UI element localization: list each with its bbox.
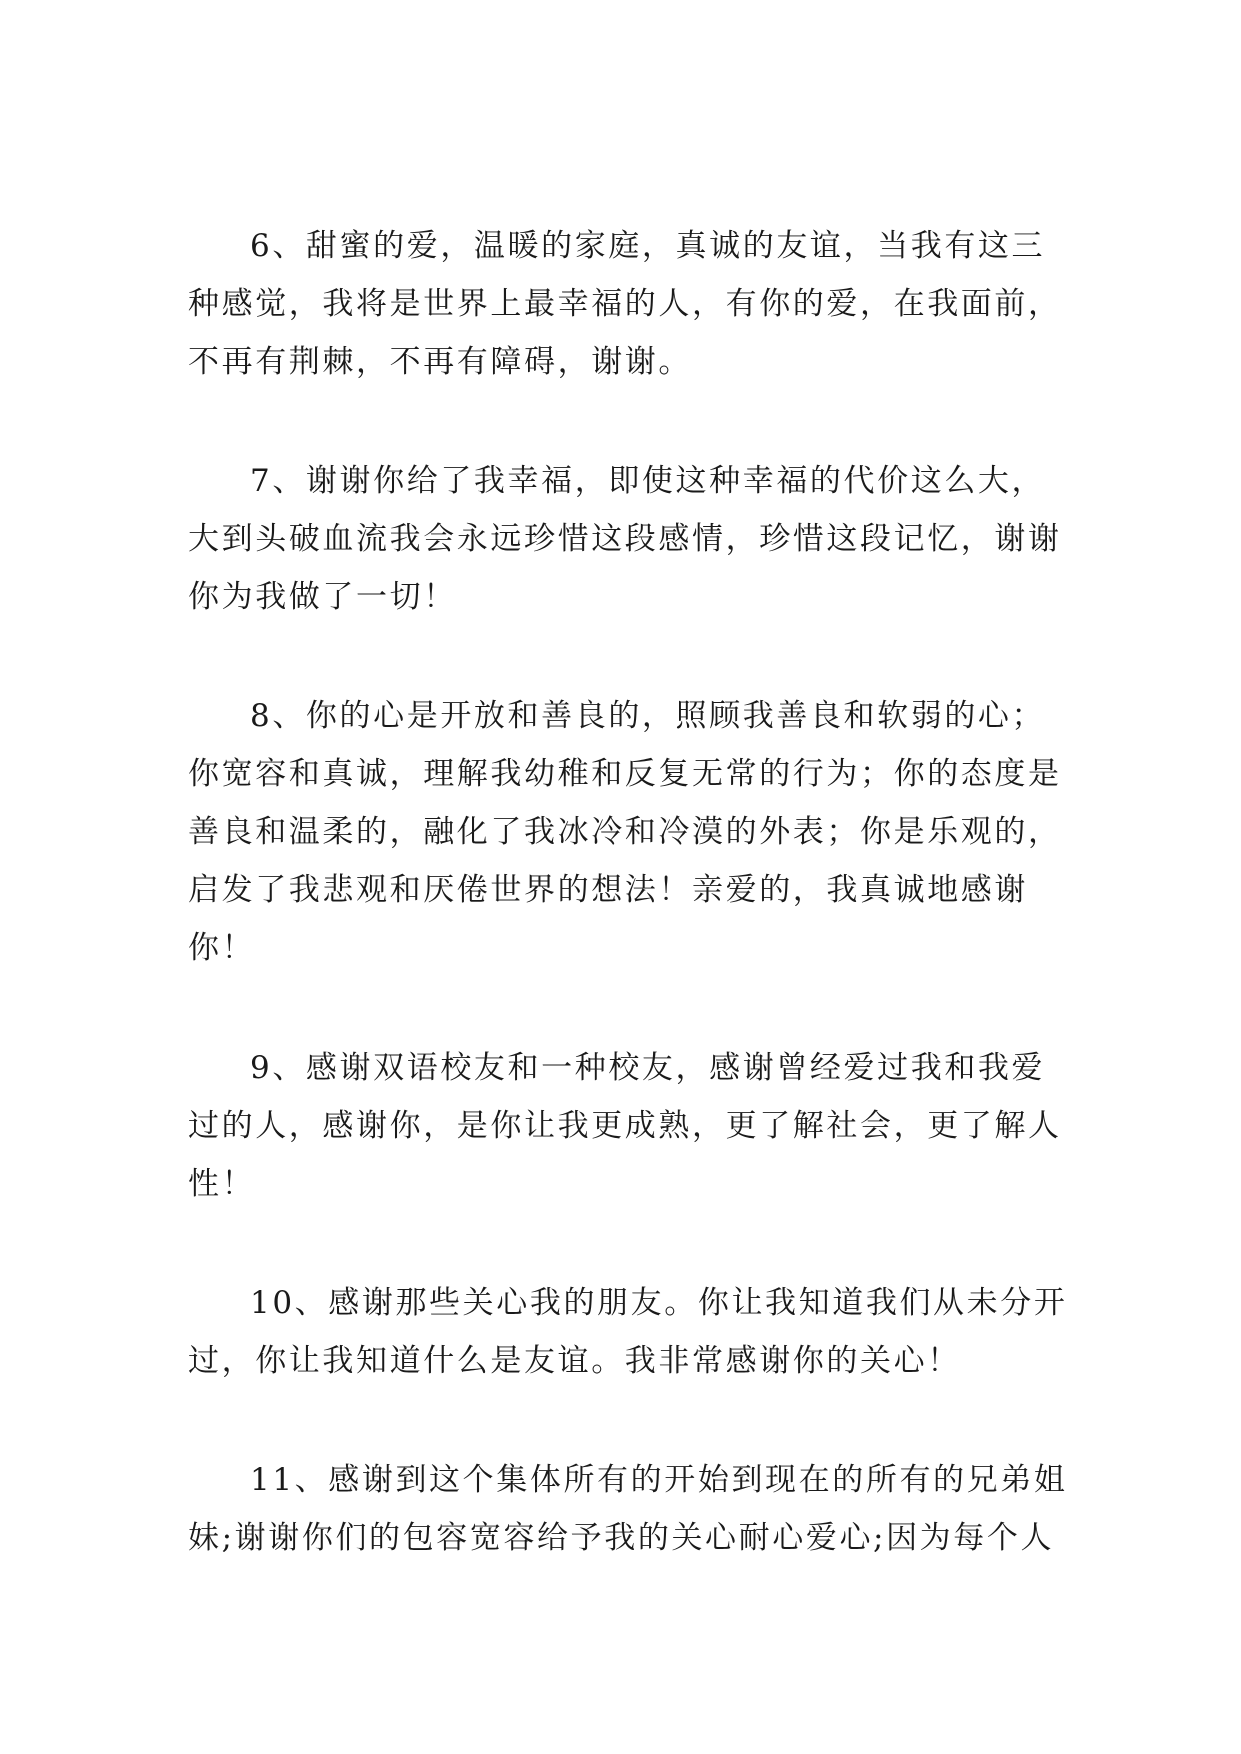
paragraph-6 [188, 217, 1068, 391]
paragraph-line: 启发了我悲观和厌倦世界的想法！亲爱的，我真诚地感谢 [188, 872, 1028, 908]
paragraph-line: 大到头破血流我会永远珍惜这段感情，珍惜这段记忆，谢谢 [188, 521, 1062, 557]
paragraph-line: 11、感谢到这个集体所有的开始到现在的所有的兄弟姐 [250, 1462, 1068, 1498]
paragraph-line: 你宽容和真诚，理解我幼稚和反复无常的行为；你的态度是 [188, 756, 1062, 792]
paragraph-line: 不再有荆棘，不再有障碍，谢谢。 [188, 344, 692, 380]
paragraph-line: 你为我做了一切！ [188, 579, 457, 615]
paragraph-line: 过，你让我知道什么是友谊。我非常感谢你的关心！ [188, 1343, 961, 1379]
paragraph-7 [188, 452, 1068, 626]
paragraph-10 [188, 1274, 1068, 1390]
paragraph-line: 6、甜蜜的爱，温暖的家庭，真诚的友谊，当我有这三 [250, 228, 1046, 264]
paragraph-line: 种感觉，我将是世界上最幸福的人，有你的爱，在我面前， [188, 286, 1062, 322]
paragraph-line: 妹;谢谢你们的包容宽容给予我的关心耐心爱心;因为每个人 [188, 1520, 1055, 1556]
paragraph-line: 9、感谢双语校友和一种校友，感谢曾经爱过我和我爱 [250, 1050, 1046, 1086]
paragraph-line: 7、谢谢你给了我幸福，即使这种幸福的代价这么大， [250, 463, 1046, 499]
paragraph-line: 性！ [188, 1166, 256, 1202]
paragraph-line: 善良和温柔的，融化了我冰冷和冷漠的外表；你是乐观的， [188, 814, 1062, 850]
paragraph-line: 你！ [188, 930, 256, 966]
paragraph-9 [188, 1039, 1068, 1213]
paragraph-line: 过的人，感谢你，是你让我更成熟，更了解社会，更了解人 [188, 1108, 1062, 1144]
paragraph-11 [188, 1451, 1068, 1567]
paragraph-line: 10、感谢那些关心我的朋友。你让我知道我们从未分开 [250, 1285, 1068, 1321]
paragraph-8 [188, 687, 1068, 977]
paragraph-line: 8、你的心是开放和善良的，照顾我善良和软弱的心； [250, 698, 1046, 734]
